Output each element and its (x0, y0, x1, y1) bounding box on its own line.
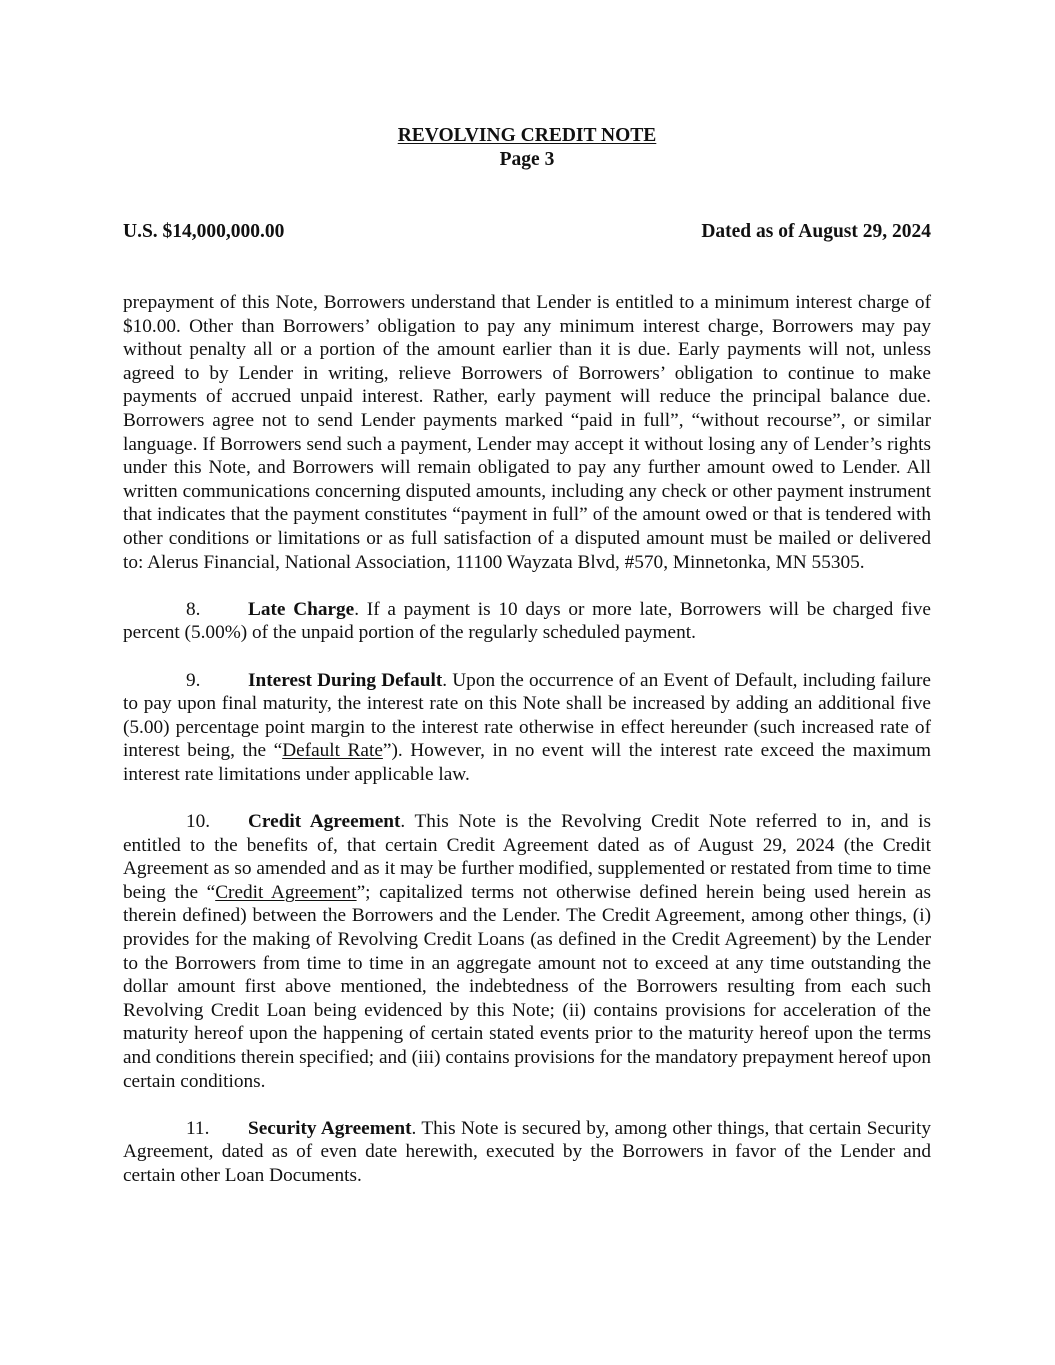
section-heading: Credit Agreement (248, 811, 401, 833)
note-meta-row (123, 220, 931, 244)
section-security-agreement (123, 1117, 931, 1188)
section-credit-agreement (123, 810, 931, 1093)
defined-term-credit-agreement: Credit Agreement (215, 881, 357, 903)
section-text-continued: ”; capitalized terms not otherwise defined herein being used herein as therein defined) between the Borrowers and the Lender. The Credit Agreement, among other things, (i) provides for the making of Revolving Credit Loans (as defined in the Credit Agreement) by the Lender to the Borrowers from time to time in an aggregate amount not to exceed at any time outstanding the dollar amount first above mentioned, the indebtedness of the Borrowers resulting from each such Revolving Credit Loan being evidenced by this Note; (ii) contains provisions for acceleration of the maturity hereof upon the happening of certain stated events prior to the maturity hereof upon the terms and conditions therein specified; and (iii) contains provisions for the mandatory prepayment hereof upon certain conditions. (123, 881, 931, 1092)
section-number: 11. (186, 1117, 210, 1139)
section-text-continued: ”). However, in no event will the interest rate exceed the maximum interest rate limitations under applicable law. (123, 740, 931, 785)
section-heading: Security Agreement (248, 1117, 412, 1139)
section-text: . This Note is secured by, among other things, that certain Security Agreement, dated as of even date herewith, executed by the Borrowers in favor of the Lender and certain other Loan Documents. (123, 1117, 932, 1186)
section-heading: Interest During Default (248, 669, 443, 691)
section-heading: Late Charge (248, 598, 355, 620)
section-text: . If a payment is 10 days or more late, Borrowers will be charged five percent (5.00%) of the unpaid portion of the regularly scheduled payment. (123, 598, 931, 644)
document-title: REVOLVING CREDIT NOTE (397, 125, 657, 146)
page-number: Page 3 (499, 149, 555, 170)
defined-term-default-rate: Default Rate (282, 740, 383, 762)
section-late-charge (123, 598, 931, 645)
page-header (123, 124, 931, 172)
section-interest-during-default (123, 669, 931, 787)
section-text: . This Note is the Revolving Credit Note referred to in, and is entitled to the benefits of, that certain Credit Agreement dated as of August 29, 2024 (the Credit Agreement as so amended and as it may be further modified, supplemented or restated from time to time being the “ (123, 811, 931, 903)
section-number: 8. (186, 598, 201, 620)
continuation-paragraph: prepayment of this Note, Borrowers understand that Lender is entitled to a minimum interest charge of $10.00. Other than Borrowers’ obligation to pay any minimum interest charge, Borrowers may pay without penalty all or a portion of the amount earlier than it is due. Early payments will not, unless agreed to by Lender in writing, relieve Borrowers of Borrowers’ obligation to continue to make payments of accrued unpaid interest. Rather, early payment will reduce the principal balance due. Borrowers agree not to send Lender payments marked “paid in full”, “without recourse”, or similar language. If Borrowers send such a payment, Lender may accept it without losing any of Lender’s rights under this Note, and Borrowers will remain obligated to pay any further amount owed to Lender. All written communications concerning disputed amounts, including any check or other payment instrument that indicates that the payment constitutes “payment in full” of the amount owed or that is tendered with other conditions or limitations or as full satisfaction of a disputed amount must be mailed or delivered to: Alerus Financial, National Association, 11100 Wayzata Blvd, #570, Minnetonka, MN 55305. (123, 292, 931, 573)
note-date: Dated as of August 29, 2024 (701, 221, 931, 242)
section-text: . Upon the occurrence of an Event of Default, including failure to pay upon final maturity, the interest rate on this Note shall be increased by adding an additional five (5.00) percentage point margin to the interest rate otherwise in effect hereunder (such increased rate of interest being, the “ (123, 669, 931, 762)
section-number: 9. (186, 669, 201, 691)
note-amount: U.S. $14,000,000.00 (123, 221, 285, 242)
document-body (123, 291, 931, 1211)
section-number: 10. (186, 811, 211, 833)
